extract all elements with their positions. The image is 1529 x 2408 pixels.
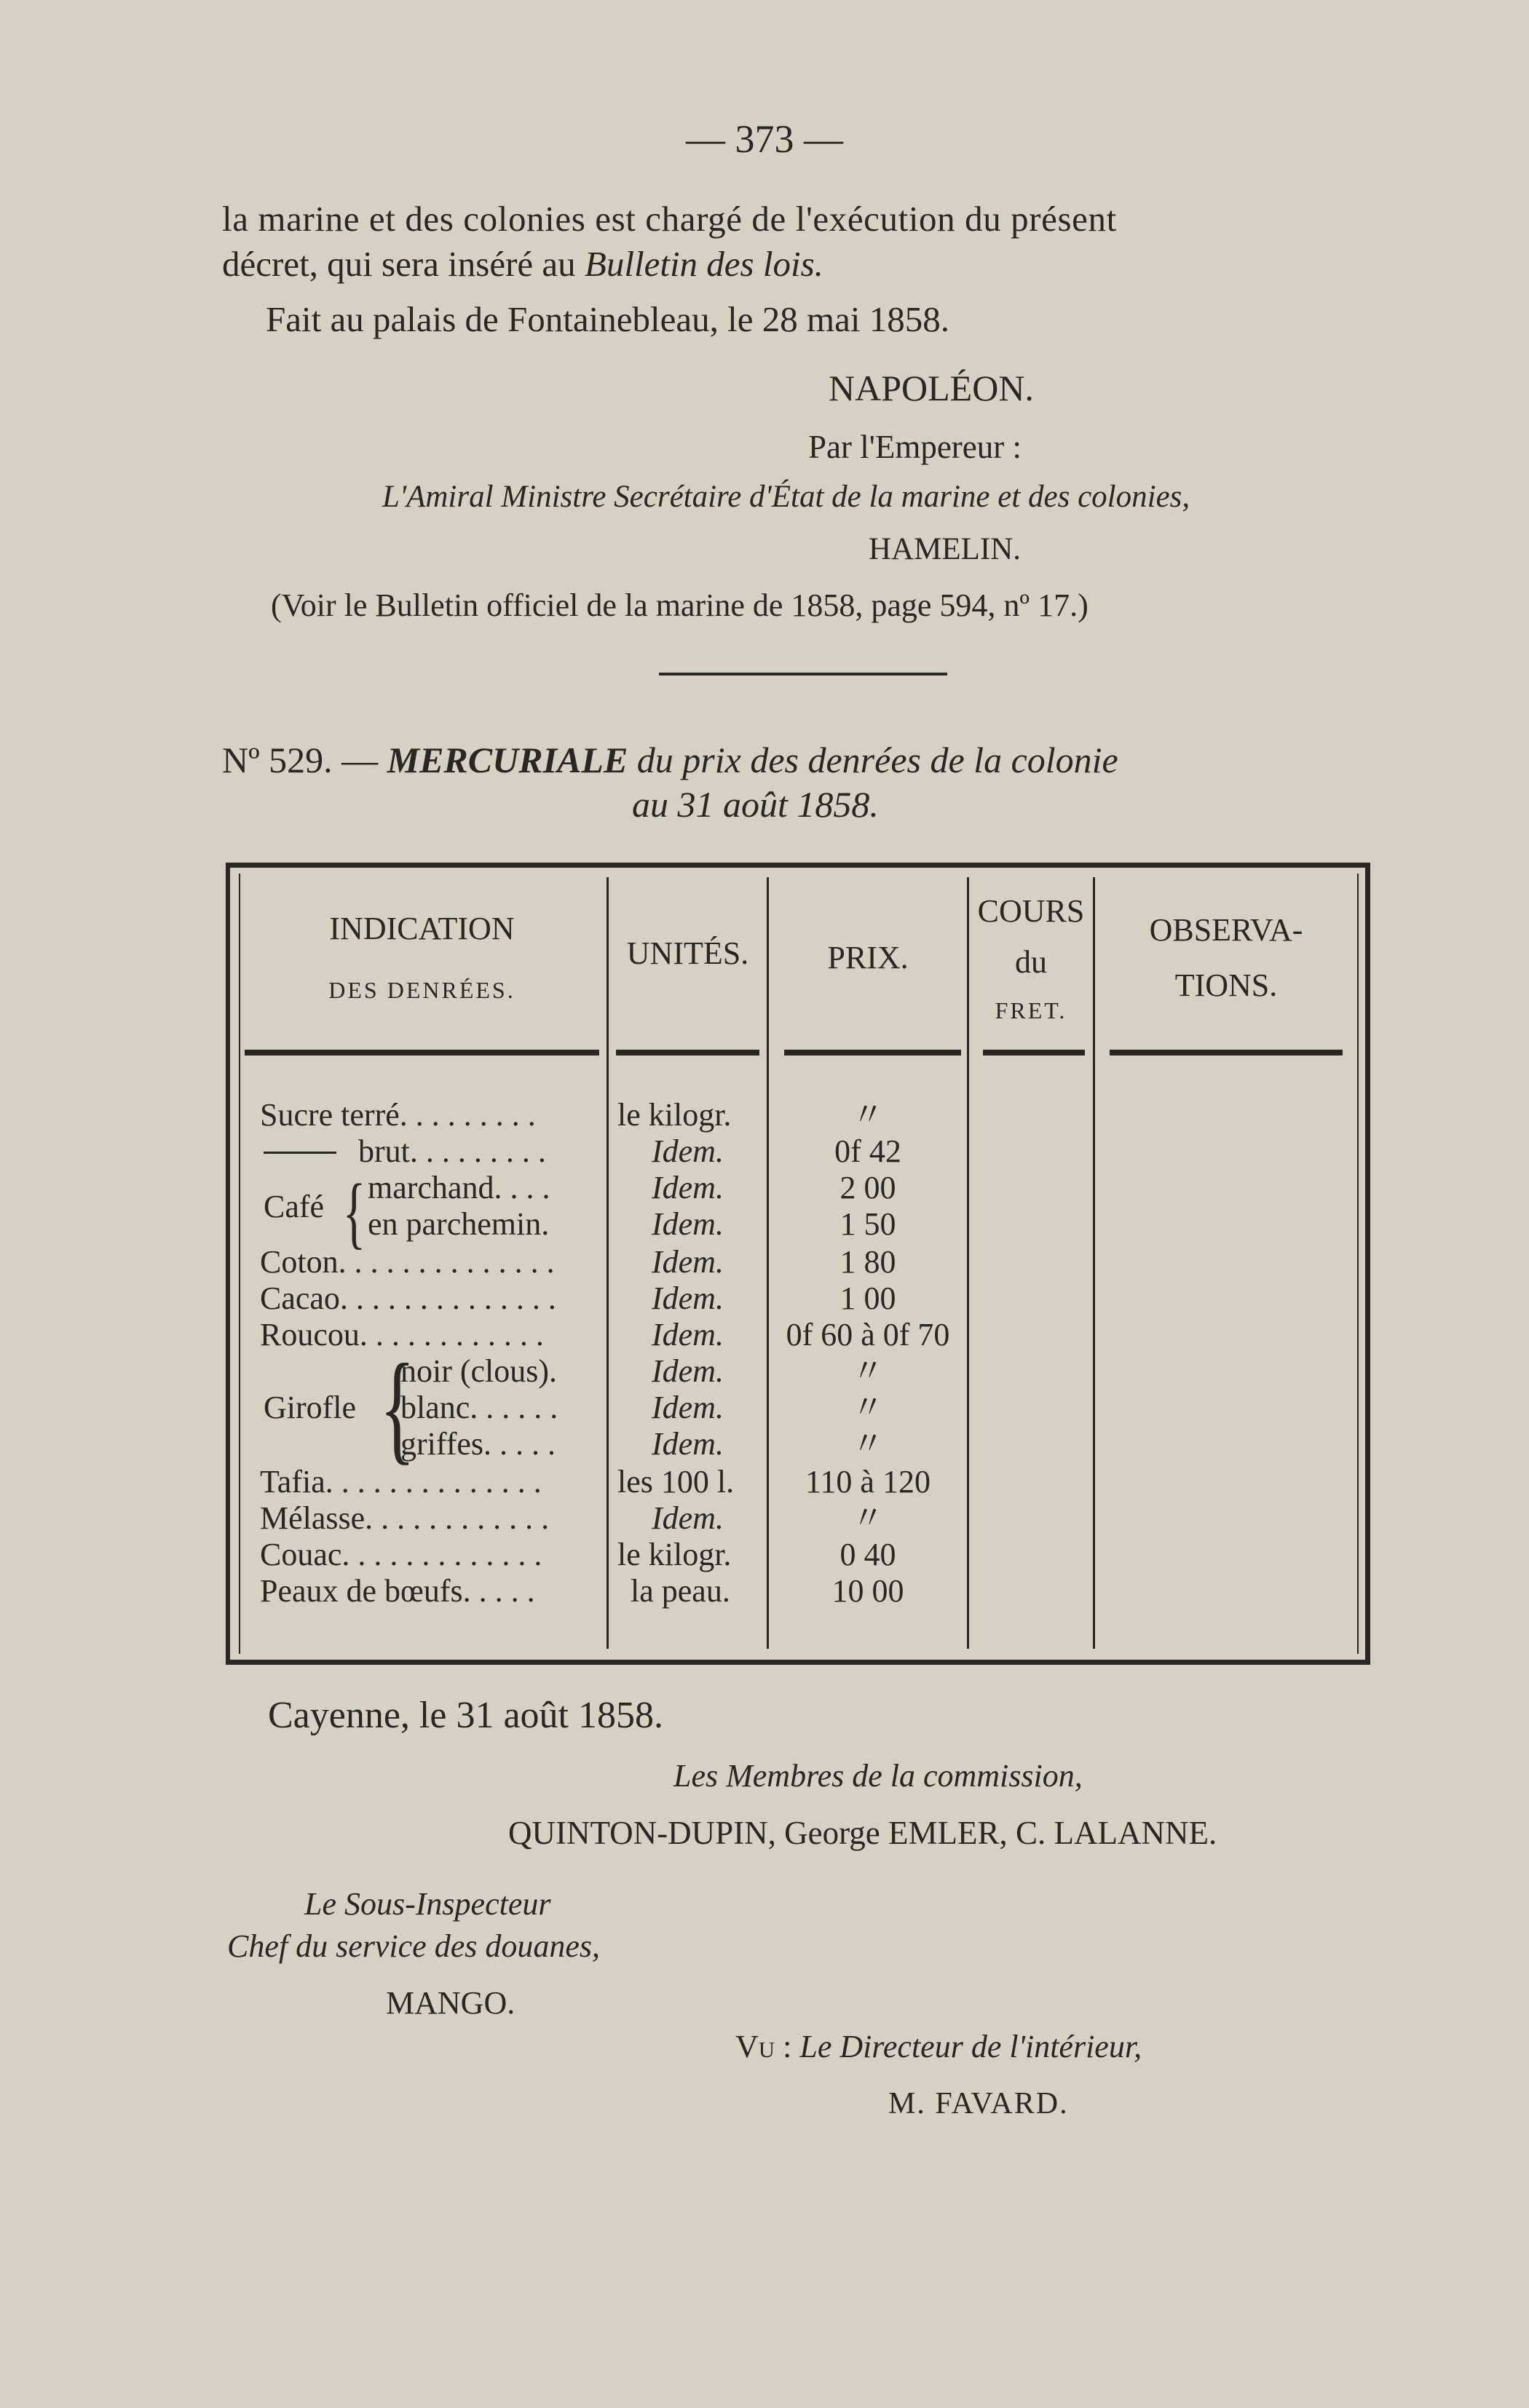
- row-denree: noir (clous).: [400, 1353, 558, 1389]
- header-unites: UNITÉS.: [626, 935, 749, 971]
- intro-line-2: [222, 243, 823, 285]
- row-unite: le kilogr.: [617, 1537, 732, 1572]
- ditto-dash: [264, 1152, 336, 1154]
- row-unite: les 100 l.: [617, 1464, 735, 1500]
- row-prix: 1 50: [839, 1206, 896, 1242]
- row-unite: le kilogr.: [617, 1097, 732, 1133]
- par-l-empereur: Par l'Empereur :: [808, 429, 1022, 465]
- vu-label: Vu :: [735, 2029, 800, 2064]
- brace-cafe: {: [342, 1168, 366, 1256]
- row-denree: en parchemin.: [368, 1206, 550, 1242]
- brace-girofle: {: [379, 1339, 416, 1476]
- row-prix: 1 80: [839, 1244, 896, 1280]
- vu-line: [735, 2028, 1142, 2065]
- header-rule: [245, 1050, 599, 1056]
- header-rule: [983, 1050, 1085, 1056]
- row-prix: 〃: [852, 1097, 884, 1133]
- row-prix: 〃: [852, 1426, 884, 1462]
- section-heading: [222, 739, 1118, 781]
- directeur-title: Le Directeur de l'intérieur,: [799, 2029, 1142, 2064]
- row-denree: Cacao. . . . . . . . . . . . . .: [260, 1280, 556, 1316]
- heading-date: au 31 août 1858.: [632, 784, 879, 825]
- row-prix: 2 00: [839, 1170, 896, 1205]
- row-denree: Mélasse. . . . . . . . . . . .: [260, 1500, 550, 1536]
- header-denrees: DES DENRÉES.: [328, 977, 515, 1003]
- row-denree: Peaux de bœufs. . . . .: [260, 1573, 535, 1609]
- row-unite: Idem.: [652, 1390, 724, 1425]
- row-denree: marchand. . . .: [368, 1170, 550, 1205]
- row-unite: Idem.: [652, 1170, 724, 1205]
- place-date: Cayenne, le 31 août 1858.: [268, 1695, 663, 1736]
- header-rule: [1110, 1050, 1343, 1056]
- row-unite: la peau.: [631, 1573, 730, 1609]
- row-denree: Coton. . . . . . . . . . . . . .: [260, 1244, 555, 1280]
- row-prix: 0f 42: [834, 1133, 901, 1169]
- sous-inspecteur-name: MANGO.: [386, 1985, 515, 2021]
- row-denree: Tafia. . . . . . . . . . . . . .: [260, 1464, 542, 1500]
- header-rule: [616, 1050, 759, 1056]
- row-denree: blanc. . . . . .: [400, 1390, 558, 1425]
- row-prix: 0 40: [839, 1537, 896, 1572]
- signature-napoleon: NAPOLÉON.: [829, 368, 1034, 408]
- chef-douanes-title: Chef du service des douanes,: [227, 1928, 600, 1964]
- row-denree: brut. . . . . . . . .: [358, 1133, 546, 1169]
- column-divider: [607, 877, 609, 1649]
- bulletin-title: Bulletin des lois.: [584, 244, 823, 284]
- header-cours-du: du: [1015, 944, 1047, 980]
- row-prix: 10 00: [831, 1573, 904, 1609]
- row-unite: Idem.: [652, 1206, 724, 1242]
- row-unite: Idem.: [652, 1244, 724, 1280]
- header-observations-2: TIONS.: [1174, 967, 1278, 1003]
- row-prix: 〃: [852, 1353, 884, 1389]
- section-divider: [659, 673, 947, 676]
- header-prix: PRIX.: [827, 940, 909, 975]
- group-label-cafe: Café: [264, 1189, 325, 1224]
- row-denree: griffes. . . . .: [400, 1426, 556, 1462]
- intro-line-2-text: décret, qui sera inséré au: [222, 244, 585, 284]
- row-unite: Idem.: [652, 1317, 724, 1352]
- intro-line-3: Fait au palais de Fontainebleau, le 28 mai 1858.: [266, 299, 949, 339]
- row-prix: 0f 60 à 0f 70: [786, 1317, 950, 1352]
- minister-name: HAMELIN.: [869, 532, 1021, 566]
- header-rule: [784, 1050, 961, 1056]
- row-denree: Sucre terré. . . . . . . . .: [260, 1097, 536, 1133]
- minister-title: L'Amiral Ministre Secrétaire d'État de la marine et des colonies,: [382, 480, 1190, 514]
- row-prix: 110 à 120: [805, 1464, 931, 1500]
- row-unite: Idem.: [652, 1280, 724, 1316]
- page-number: — 373 —: [686, 117, 843, 161]
- document-number: Nº 529. —: [222, 740, 387, 780]
- heading-title: du prix des denrées de la colonie: [628, 740, 1118, 780]
- header-fret: FRET.: [995, 997, 1067, 1023]
- row-prix: 〃: [852, 1500, 884, 1536]
- group-label-girofle: Girofle: [264, 1390, 357, 1425]
- row-prix: 〃: [852, 1390, 884, 1425]
- row-unite: Idem.: [652, 1133, 724, 1169]
- bulletin-reference: (Voir le Bulletin officiel de la marine de 1858, page 594, nº 17.): [271, 587, 1089, 623]
- sous-inspecteur-title: Le Sous-Inspecteur: [304, 1886, 551, 1922]
- row-denree: Roucou. . . . . . . . . . . .: [260, 1317, 544, 1352]
- commission-members-label: Les Membres de la commission,: [673, 1758, 1083, 1794]
- directeur-name: M. FAVARD.: [888, 2087, 1069, 2120]
- header-indication: INDICATION: [329, 911, 515, 946]
- row-unite: Idem.: [652, 1353, 724, 1389]
- mercuriale-word: MERCURIALE: [387, 740, 628, 780]
- row-unite: Idem.: [652, 1426, 724, 1462]
- header-cours: COURS: [977, 893, 1085, 929]
- row-unite: Idem.: [652, 1500, 724, 1536]
- row-prix: 1 00: [839, 1280, 896, 1316]
- row-denree: Couac. . . . . . . . . . . . .: [260, 1537, 542, 1572]
- header-observations: OBSERVA-: [1149, 912, 1303, 948]
- intro-line-1: la marine et des colonies est chargé de l'exécution du présent: [222, 199, 1117, 239]
- commission-members-names: QUINTON-DUPIN, George EMLER, C. LALANNE.: [508, 1815, 1217, 1851]
